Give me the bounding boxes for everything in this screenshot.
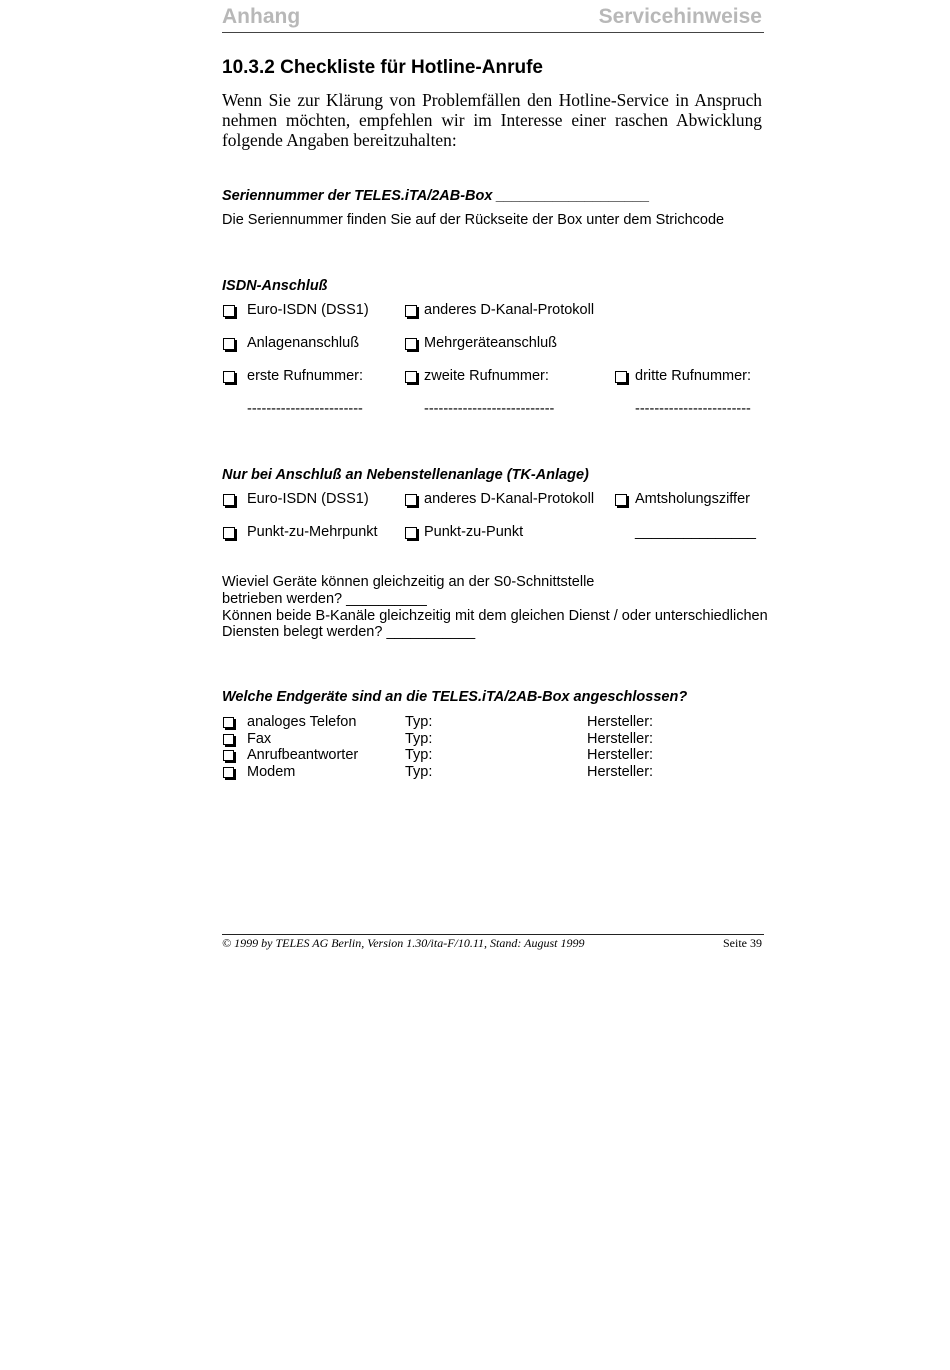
- devices-heading: Welche Endgeräte sind an die TELES.iTA/2AB-Box angeschlossen?: [222, 689, 688, 705]
- device-maker-label: Hersteller:: [587, 714, 654, 730]
- checkbox-system-connection[interactable]: [223, 338, 235, 350]
- option-label: anderes D-Kanal-Protokoll: [424, 491, 595, 507]
- header-section-label: Anhang: [222, 5, 301, 28]
- option-label: erste Rufnummer:: [247, 368, 364, 384]
- intro-paragraph: Wenn Sie zur Klärung von Problemfällen den Hotline-Service in Anspruch nehmen möchten, empfehlen wir im Interesse einer raschen Abwicklung folgende Angaben bereitzuhalten:: [222, 90, 762, 150]
- question-line: Können beide B-Kanäle gleichzeitig mit dem gleichen Dienst / oder unterschiedlichen: [222, 607, 768, 624]
- option-label: Anlagenanschluß: [247, 335, 360, 351]
- device-type-label: Typ:: [405, 763, 433, 780]
- device-label: Fax: [247, 730, 272, 747]
- checkbox-point-to-multipoint[interactable]: [223, 527, 235, 539]
- checkbox-tk-euro-isdn[interactable]: [223, 494, 235, 506]
- device-type-label: Typ:: [405, 730, 433, 747]
- option-label: Mehrgeräteanschluß: [424, 335, 557, 351]
- option-label: zweite Rufnummer:: [424, 368, 549, 384]
- device-maker-label: Hersteller:: [587, 730, 654, 747]
- checkbox-second-number[interactable]: [405, 371, 417, 383]
- device-type-label: Typ:: [405, 714, 433, 730]
- checkbox-multi-device[interactable]: [405, 338, 417, 350]
- third-number-field[interactable]: ------------------------: [635, 401, 751, 417]
- checkbox-tk-other-protocol[interactable]: [405, 494, 417, 506]
- first-number-field[interactable]: ------------------------: [247, 401, 363, 417]
- checkbox-first-number[interactable]: [223, 371, 235, 383]
- option-label: anderes D-Kanal-Protokoll: [424, 302, 595, 318]
- device-label: analoges Telefon: [247, 714, 357, 730]
- second-number-field[interactable]: ---------------------------: [424, 401, 555, 417]
- checkbox-point-to-point[interactable]: [405, 527, 417, 539]
- checkbox-device[interactable]: [223, 750, 234, 761]
- option-label: dritte Rufnummer:: [635, 368, 752, 384]
- question-line: Diensten belegt werden? ___________: [222, 624, 476, 641]
- device-maker-label: Hersteller:: [587, 763, 654, 780]
- question-line: Wieviel Geräte können gleichzeitig an der S0-Schnittstelle: [222, 574, 595, 590]
- amt-digit-field[interactable]: _______________: [635, 524, 756, 540]
- device-label: Anrufbeantworter: [247, 747, 359, 763]
- footer-divider: [222, 934, 764, 935]
- serial-heading: Seriennummer der TELES.iTA/2AB-Box ___________________: [222, 188, 650, 204]
- page-title: 10.3.2 Checkliste für Hotline-Anrufe: [222, 57, 543, 78]
- device-type-label: Typ:: [405, 747, 433, 763]
- option-label: Punkt-zu-Mehrpunkt: [247, 524, 378, 540]
- header-chapter-label: Servicehinweise: [598, 5, 762, 28]
- checkbox-device[interactable]: [223, 717, 234, 728]
- question-device-count: [222, 574, 768, 641]
- option-label: Amtsholungsziffer: [635, 491, 750, 507]
- footer-copyright: © 1999 by TELES AG Berlin, Version 1.30/ita-F/10.11, Stand: August 1999: [222, 936, 585, 950]
- device-maker-label: Hersteller:: [587, 747, 654, 763]
- checkbox-amt-digit[interactable]: [615, 494, 627, 506]
- question-line: betrieben werden? __________: [222, 590, 427, 607]
- isdn-heading: ISDN-Anschluß: [222, 278, 328, 294]
- checkbox-other-protocol[interactable]: [405, 305, 417, 317]
- option-label: Euro-ISDN (DSS1): [247, 491, 369, 507]
- tk-heading: Nur bei Anschluß an Nebenstellenanlage (TK-Anlage): [222, 467, 589, 483]
- option-label: Punkt-zu-Punkt: [424, 524, 524, 540]
- device-label: Modem: [247, 763, 296, 780]
- option-label: Euro-ISDN (DSS1): [247, 302, 369, 318]
- serial-note: Die Seriennummer finden Sie auf der Rückseite der Box unter dem Strichcode: [222, 212, 725, 228]
- checkbox-device[interactable]: [223, 767, 234, 778]
- page-number: Seite 39: [723, 936, 762, 950]
- header-divider: [222, 32, 764, 33]
- checkbox-third-number[interactable]: [615, 371, 627, 383]
- checkbox-device[interactable]: [223, 734, 234, 745]
- checkbox-euro-isdn[interactable]: [223, 305, 235, 317]
